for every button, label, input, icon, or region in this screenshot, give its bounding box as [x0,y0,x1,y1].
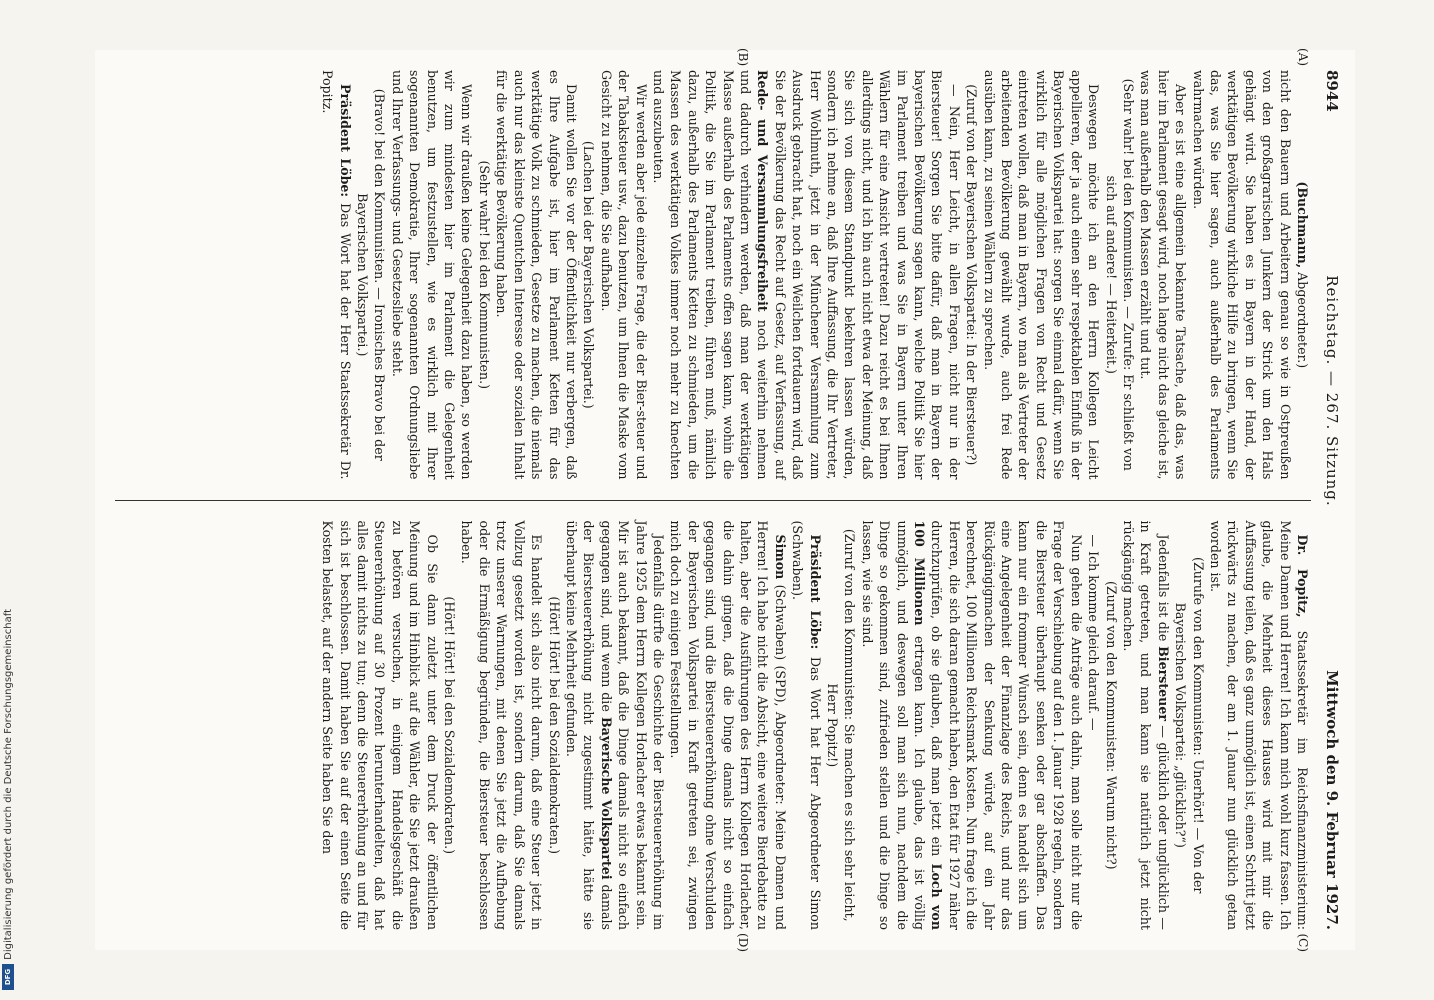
digitization-credit [0,0,16,1000]
margin-mark-b: (B) [736,48,750,67]
interjection: (Zuruf von den Kommunisten: Sie machen es sich sehr leicht, Herr Popitz!) [825,528,858,922]
text-columns [115,48,1311,952]
interjection: (Sehr wahr! bei den Kommunisten. — Zurufe: Er schließt von sich auf andere! — Heiterkeit.) [1103,78,1136,471]
margin-mark-a: (A) [1296,48,1310,67]
paragraph: Deswegen möchte ich an den Herrn Kollegen Leicht appellieren, der ja auch einen sehr respektablen Einfluß in der Bayerischen Volkspartei hat: sorgen Sie einmal dafür, wenn Sie wirklich für alle möglichen Fragen von Recht und Gesetz eintreten wollen, daß man in Bayern, wo man als Vertreter der arbeitenden Bevölkerung gewählt wurde, auch frei Rede ausüben kann, zu seinen Wählern zu sprechen. [981,70,1102,480]
dfg-logo: DFG [2,964,14,990]
paragraph: Dr. Popitz, Staatssekretär im Reichsfinanzministerium: Meine Damen und Herren! Ich kann mich wohl kurz fassen. Ich glaube, die Mehrheit dieses Hauses wird mit mir die Auffassung teilen, daß es ganz unmöglich ist, einen Schritt jetzt rückwärts zu machen, der am 1. Januar nun glücklich getan worden ist. [1207,520,1310,930]
interjection: (Zurufe von den Kommunisten: Unerhört! — Von der Bayerischen Volkspartei: „glücklich?“) [1173,557,1206,894]
page-title: Reichstag. — 267. Sitzung. [1323,275,1341,507]
interjection: (Zuruf von den Kommunisten: Warum nicht?) [1103,580,1119,870]
paragraph: — Ich komme gleich darauf. — [1086,534,1102,731]
left-column [115,48,1311,480]
newspaper-page [95,50,1355,950]
interjection: (Hört! Hört! bei den Sozialdemokraten.) [546,596,562,855]
paragraph: Simon (Schwaben) (SPD), Abgeordneter: Meine Damen und Herren! Ich habe nicht die Absicht, eine weitere Bierdebatte zu halten, aber die Ausführungen des Herrn Kollegen Horlacher, die dahin gingen, daß die Dinge damals nicht so einfach gegangen sind, und die Biersteuererhöhung ohne Verschulden der Bayerischen Volkspartei in Kraft getreten sei, zwingen mich doch zu einigen Feststellungen. [668,520,788,930]
paragraph: nicht den Bauern und Arbeitern genau so wie in Ostpreußen von den großagrarischen Junkern der Strick um den Hals gehängt wird. Sie haben es in Bayern in der Hand, der werktätigen Bevölkerung wirkliche Hilfe zu bringen, wenn Sie das, was Sie hier sagen, auch außerhalb des Parlaments wahrmachen würden. [1190,70,1293,480]
paragraph: Präsident Löbe: Das Wort hat der Herr Staatssekretär Dr. Popitz. [320,70,353,480]
paragraph: Jedenfalls dürfte die Geschichte der Biersteuererhöhung im Jahre 1925 dem Herrn Kollegen Horlacher etwas bekannt sein. Mir ist auch bekannt, daß die Dinge damals nicht so einfach gegangen sind, und wenn die Bayerische Volkspartei damals der Biersteuererhöhung nicht zugestimmt hätte, hätte sie überhaupt keine Mehrheit gefunden. [563,520,666,930]
paragraph: Präsident Löbe: Das Wort hat Herr Abgeordneter Simon (Schwaben). [790,520,823,930]
page-header [1319,70,1345,930]
page-date: Mittwoch den 9. Februar 1927. [1323,670,1341,930]
speaker-line: (Buchmann, Abgeordneter.) [1295,181,1310,369]
paragraph: Nun gehen die Anträge auch dahin, man solle nicht nur die Frage der Verschiebung auf den 1. Januar 1928 regeln, sondern die Biersteuer überhaupt senken oder gar abschaffen. Das kann nur ein frommer Wunsch sein, denn es handelt sich um eine Angelegenheit der Finanzlage des Reichs, und nur das Rückgängigmachen der Senkung würde, auf ein Jahr berechnet, 100 Millionen Reichsmark kosten. Nun frage ich die Herren, die sich daran gemacht haben, den Etat für 1927 näher durchzuprüfen, ob sie glauben, daß man jetzt ein Loch von 100 Millionen ertragen kann. Ich glaube, das ist völlig unmöglich, und deswegen soll man sich nun, nachdem die Dinge so gekommen sind, zufrieden stellen und die Dinge so lassen, wie sie sind. [859,520,1084,930]
paragraph: Damit wollen Sie vor der Öffentlichkeit nur verbergen, daß es Ihre Aufgabe ist, hier im Parlament Ketten für das werktätige Volk zu schmieden, Gesetze zu machen, die niemals auch nur das kleinste Quentchen Interesse oder sozialen Inhalt für die werktätige Bevölkerung haben. [494,70,579,480]
interjection: (Hört! Hört! bei den Sozialdemokraten.) [442,596,458,855]
paragraph: Aber es ist eine allgemein bekannte Tatsache, daß das, was hier im Parlament gesagt wird, noch lange nicht das gleiche ist, was man außerhalb den Massen erzählt und tut. [1138,70,1189,480]
paragraph: — Nein, Herr Leicht, in allen Fragen, nicht nur in der Biersteuer! Sorgen Sie bitte dafür, daß man in Bayern der bayerischen Bevölkerung sagen kann, welche Politik Sie hier im Parlament treiben und was Sie in Bayern unter Ihren Wählern für eine Ansicht vertreten! Dazu reicht es bei Ihnen allerdings nicht, und ich bin auch nicht etwa der Meinung, daß Sie sich von diesem Standpunkt bekehren lassen würden, sondern ich nehme an, daß Ihre Auffassung, die Ihr Vertreter, Herr Wohlmuth, jetzt in der Münchener Versammlung zum Ausdruck gebracht hat, noch ein Weilchen fortdauern wird, daß Sie der Bevölkerung das Recht auf Gesetz, auf Verfassung, auf Rede- und Versammlungsfreiheit noch weiterhin nehmen und dadurch verhindern werden, daß man der werktätigen Masse außerhalb des Parlaments offen sagen kann, wohin die Politik, die Sie im Parlament treiben, führen muß, nämlich dazu, außerhalb des Parlaments Ketten zu schmieden, um die Massen des werktätigen Volkes immer noch mehr zu knechten und auszubeuten. [650,70,962,480]
paragraph: Wir werden aber jede einzelne Frage, die der Bier-steuer und der Tabaksteuer usw., dazu benutzen, um Ihnen die Maske vom Gesicht zu nehmen, die Sie aufhaben. [598,70,649,480]
interjection: (Lachen bei der Bayerischen Volkspartei.) [581,140,597,409]
margin-mark-d: (D) [736,933,750,952]
interjection: (Sehr wahr! bei den Kommunisten.) [476,160,492,390]
paragraph: Es handelt sich also nicht darum, daß eine Steuer jetzt in Vollzug gesetzt worden ist, sondern darum, daß Sie damals trotz unserer Warnungen, mit denen Sie jetzt die Aufhebung oder die Ermäßigung begründen, die Biersteuer beschlossen haben. [459,520,545,930]
interjection: (Bravo! bei den Kommunisten. — Ironisches Bravo bei der Bayerischen Volkspartei.) [355,88,388,461]
right-column [115,520,1311,952]
margin-mark-c: (C) [1296,933,1310,952]
paragraph: Ob Sie dann zuletzt unter dem Druck der öffentlichen Meinung und im Hinblick auf die Wähler, die Sie jetzt draußen zu betören versuchen, in einigem Handelsgeschäft die Steuererhöhung auf 30 Prozent herunterhandelten, daß hat alles damit nichts zu tun; denn die Steuererhöhung an und für sich ist beschlossen. Damit haben Sie auf der einen Seite die Kosten belastet, auf der andern Seite haben Sie den [320,520,440,930]
interjection: (Zuruf von der Bayerischen Volkspartei: In der Biersteuer?) [964,84,980,466]
credit-text: Digitalisierung gefördert durch die Deutsche Forschungsgemeinschaft [2,609,14,960]
paragraph: Jedenfalls ist die Biersteuer — glücklich oder unglücklich — in Kraft getreten, und man kann sie natürlich jetzt nicht rückgängig machen. [1120,520,1171,930]
paragraph: Wenn wir draußen keine Gelegenheit dazu haben, so werden wir zum mindesten hier im Parlament die Gelegenheit benutzen, um festzustellen, wie es wirklich mit Ihrer sogenannten Demokratie, Ihrer sogenannten Ordnungsliebe und Ihrer Verfassungs- und Gesetzesliebe steht. [389,70,475,480]
scanned-page [60,20,1390,980]
page-number: 8944 [1323,70,1341,112]
column-divider [115,500,1311,501]
